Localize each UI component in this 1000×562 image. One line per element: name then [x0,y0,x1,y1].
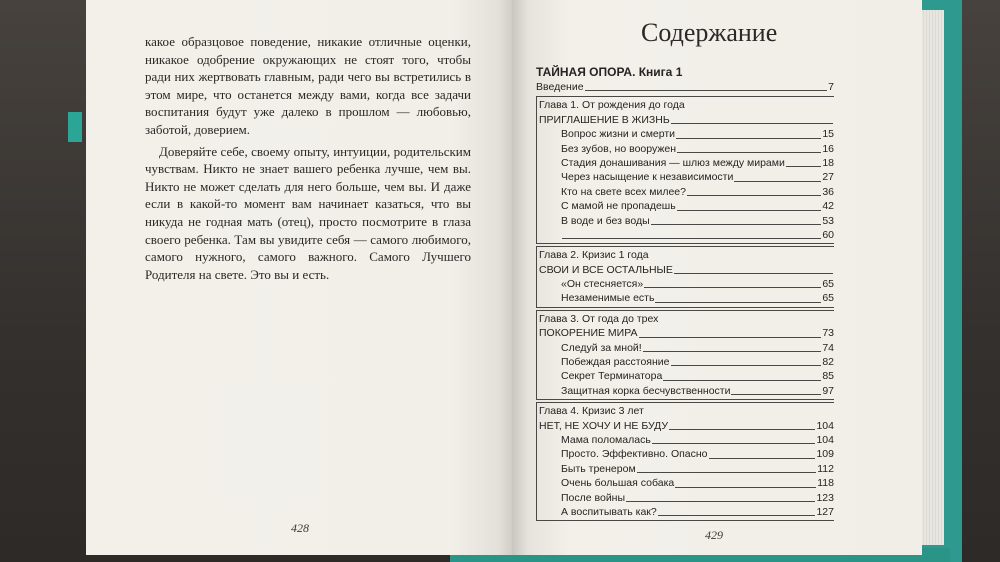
paragraph: какое образцовое поведение, никакие отличные оценки, никакое одобрение окружающих не стоят того, чтобы ради них жертвовать главным, ради чего вы встретились в этом мире, что останется между вами, когда все задачи воспитания будут уже далеко в прошлом — любовью, заботой, доверием. [145,34,471,137]
toc-item-label: А воспитывать как? [561,505,657,518]
toc-leader [675,487,816,488]
toc-item-label: Быть тренером [561,462,636,475]
chapter-title-row[interactable] [539,113,834,127]
toc-item-label: С мамой не пропадешь [561,200,676,213]
toc-item-label: Секрет Терминатора [561,370,663,383]
toc-leader [658,515,816,516]
chapter-title: НЕТ, НЕ ХОЧУ И НЕ БУДУ [539,419,669,432]
toc-row[interactable] [539,142,834,156]
toc-row[interactable] [539,199,834,213]
toc-item-label: После войны [561,491,626,504]
chapter-label: Глава 2. Кризис 1 года [539,249,649,262]
toc-leader [663,380,821,381]
toc-page-number: 85 [822,370,834,383]
chapter-title: ПОКОРЕНИЕ МИРА [539,327,638,340]
toc-row[interactable] [539,476,834,490]
chapter-title: ПРИГЛАШЕНИЕ В ЖИЗНЬ [539,113,670,126]
contents-title: Содержание [641,18,778,47]
toc-leader [637,472,817,473]
toc-page-number: 74 [822,341,834,354]
right-page-number: 429 [705,528,723,542]
toc-row[interactable] [539,447,834,461]
toc-page-number: 65 [822,292,834,305]
toc-page-number: 15 [822,128,834,141]
left-page-number: 428 [291,521,309,535]
toc-item-label: Введение [536,80,584,93]
chapter-block [536,96,834,244]
toc-row[interactable] [539,170,834,184]
toc-intro-row[interactable] [536,80,834,94]
toc-item-label: Защитная корка бесчувственности [561,384,731,397]
toc-leader [786,166,821,167]
toc-leader [677,152,821,153]
toc-page-number: 60 [822,228,834,241]
toc-page-number: 65 [822,278,834,291]
toc-page-number: 112 [817,462,834,475]
chapter-block [536,310,834,400]
toc-leader [674,273,833,274]
toc-leader [671,123,833,124]
toc-page-number: 53 [822,214,834,227]
toc-page-number: 127 [816,505,834,518]
toc-item-label: Кто на свете всех милее? [561,185,686,198]
toc-item-label: Побеждая расстояние [561,356,670,369]
toc-leader [709,458,816,459]
toc-page-number: 16 [822,142,834,155]
toc-item-label: Следуй за мной! [561,341,642,354]
toc-item-label: Стадия донашивания — шлюз между мирами [561,156,785,169]
chapter-title-row[interactable] [539,263,834,277]
toc-leader [562,238,821,239]
toc-page-number: 118 [817,477,834,490]
paragraph: Доверяйте себе, своему опыту, интуиции, родительским чувствам. Никто не знает вашего ребенка лучше, чем вы. Никто не может сделать для него больше, чем вы. И даже если в какой-то момент вам начинает казаться, что вы никуда не годная мать (отец), просто посмотрите в глаза своего ребенка. Там вы увидите себя — самого любимого, самого нужного, самого важного. Самого Лучшего Родителя на свете. Это вы и есть. [145,143,471,282]
toc-page-number: 18 [822,156,834,169]
toc-row[interactable] [539,505,834,519]
toc-row[interactable] [539,127,834,141]
toc-leader [644,287,821,288]
toc-leader [734,181,821,182]
toc-row[interactable] [539,433,834,447]
toc-row[interactable] [539,277,834,291]
toc-leader [585,90,828,91]
toc-row[interactable] [539,156,834,170]
toc-row[interactable] [539,214,834,228]
toc-row[interactable] [539,228,834,242]
toc-page-number: 109 [816,448,834,461]
toc-leader [643,351,822,352]
book-heading: ТАЙНАЯ ОПОРА. Книга 1 [536,65,683,79]
toc-row[interactable] [539,369,834,383]
toc-row[interactable] [539,291,834,305]
toc-leader [731,394,821,395]
toc-item-label: Без зубов, но вооружен [561,142,677,155]
toc-page-number: 123 [816,491,834,504]
left-page-text [145,33,471,283]
toc-leader [655,302,821,303]
toc-item-label: Вопрос жизни и смерти [561,128,676,141]
toc-leader [676,138,821,139]
chapter-label: Глава 1. От рождения до года [539,99,685,112]
chapter-block [536,402,834,521]
toc-row[interactable] [539,341,834,355]
chapter-block [536,246,834,308]
toc-item-label: Незаменимые есть [561,292,655,305]
toc-page-number: 42 [822,200,834,213]
chapter-label: Глава 4. Кризис 3 лет [539,405,644,418]
toc-row[interactable] [539,462,834,476]
toc-row[interactable] [539,384,834,398]
table-of-contents [536,64,834,521]
book-cover-corner [68,112,82,142]
toc-page-number: 104 [816,433,834,446]
toc-leader [652,443,816,444]
toc-leader [651,224,822,225]
toc-page-number: 27 [822,171,834,184]
toc-page-number: 104 [816,419,834,432]
toc-page-number: 73 [822,327,834,340]
toc-page-number: 7 [828,80,834,93]
chapter-title: СВОИ И ВСЕ ОСТАЛЬНЫЕ [539,263,673,276]
toc-item-label: В воде и без воды [561,214,650,227]
toc-item-label: Через насыщение к независимости [561,171,734,184]
toc-page-number: 97 [822,384,834,397]
toc-row[interactable] [539,355,834,369]
toc-page-number: 82 [822,356,834,369]
toc-item-label: Мама поломалась [561,433,651,446]
toc-item-label: Очень большая собака [561,477,675,490]
toc-row[interactable] [539,491,834,505]
toc-leader [671,365,822,366]
toc-leader [669,429,815,430]
toc-leader [639,337,822,338]
chapter-label: Глава 3. От года до трех [539,312,659,325]
toc-leader [626,501,815,502]
chapter-title-row[interactable] [539,326,834,340]
toc-row[interactable] [539,185,834,199]
toc-leader [677,210,822,211]
toc-item-label: Просто. Эффективно. Опасно [561,448,708,461]
toc-leader [687,195,821,196]
toc-page-number: 36 [822,185,834,198]
chapter-title-row[interactable] [539,419,834,433]
toc-item-label: «Он стесняется» [561,278,644,291]
